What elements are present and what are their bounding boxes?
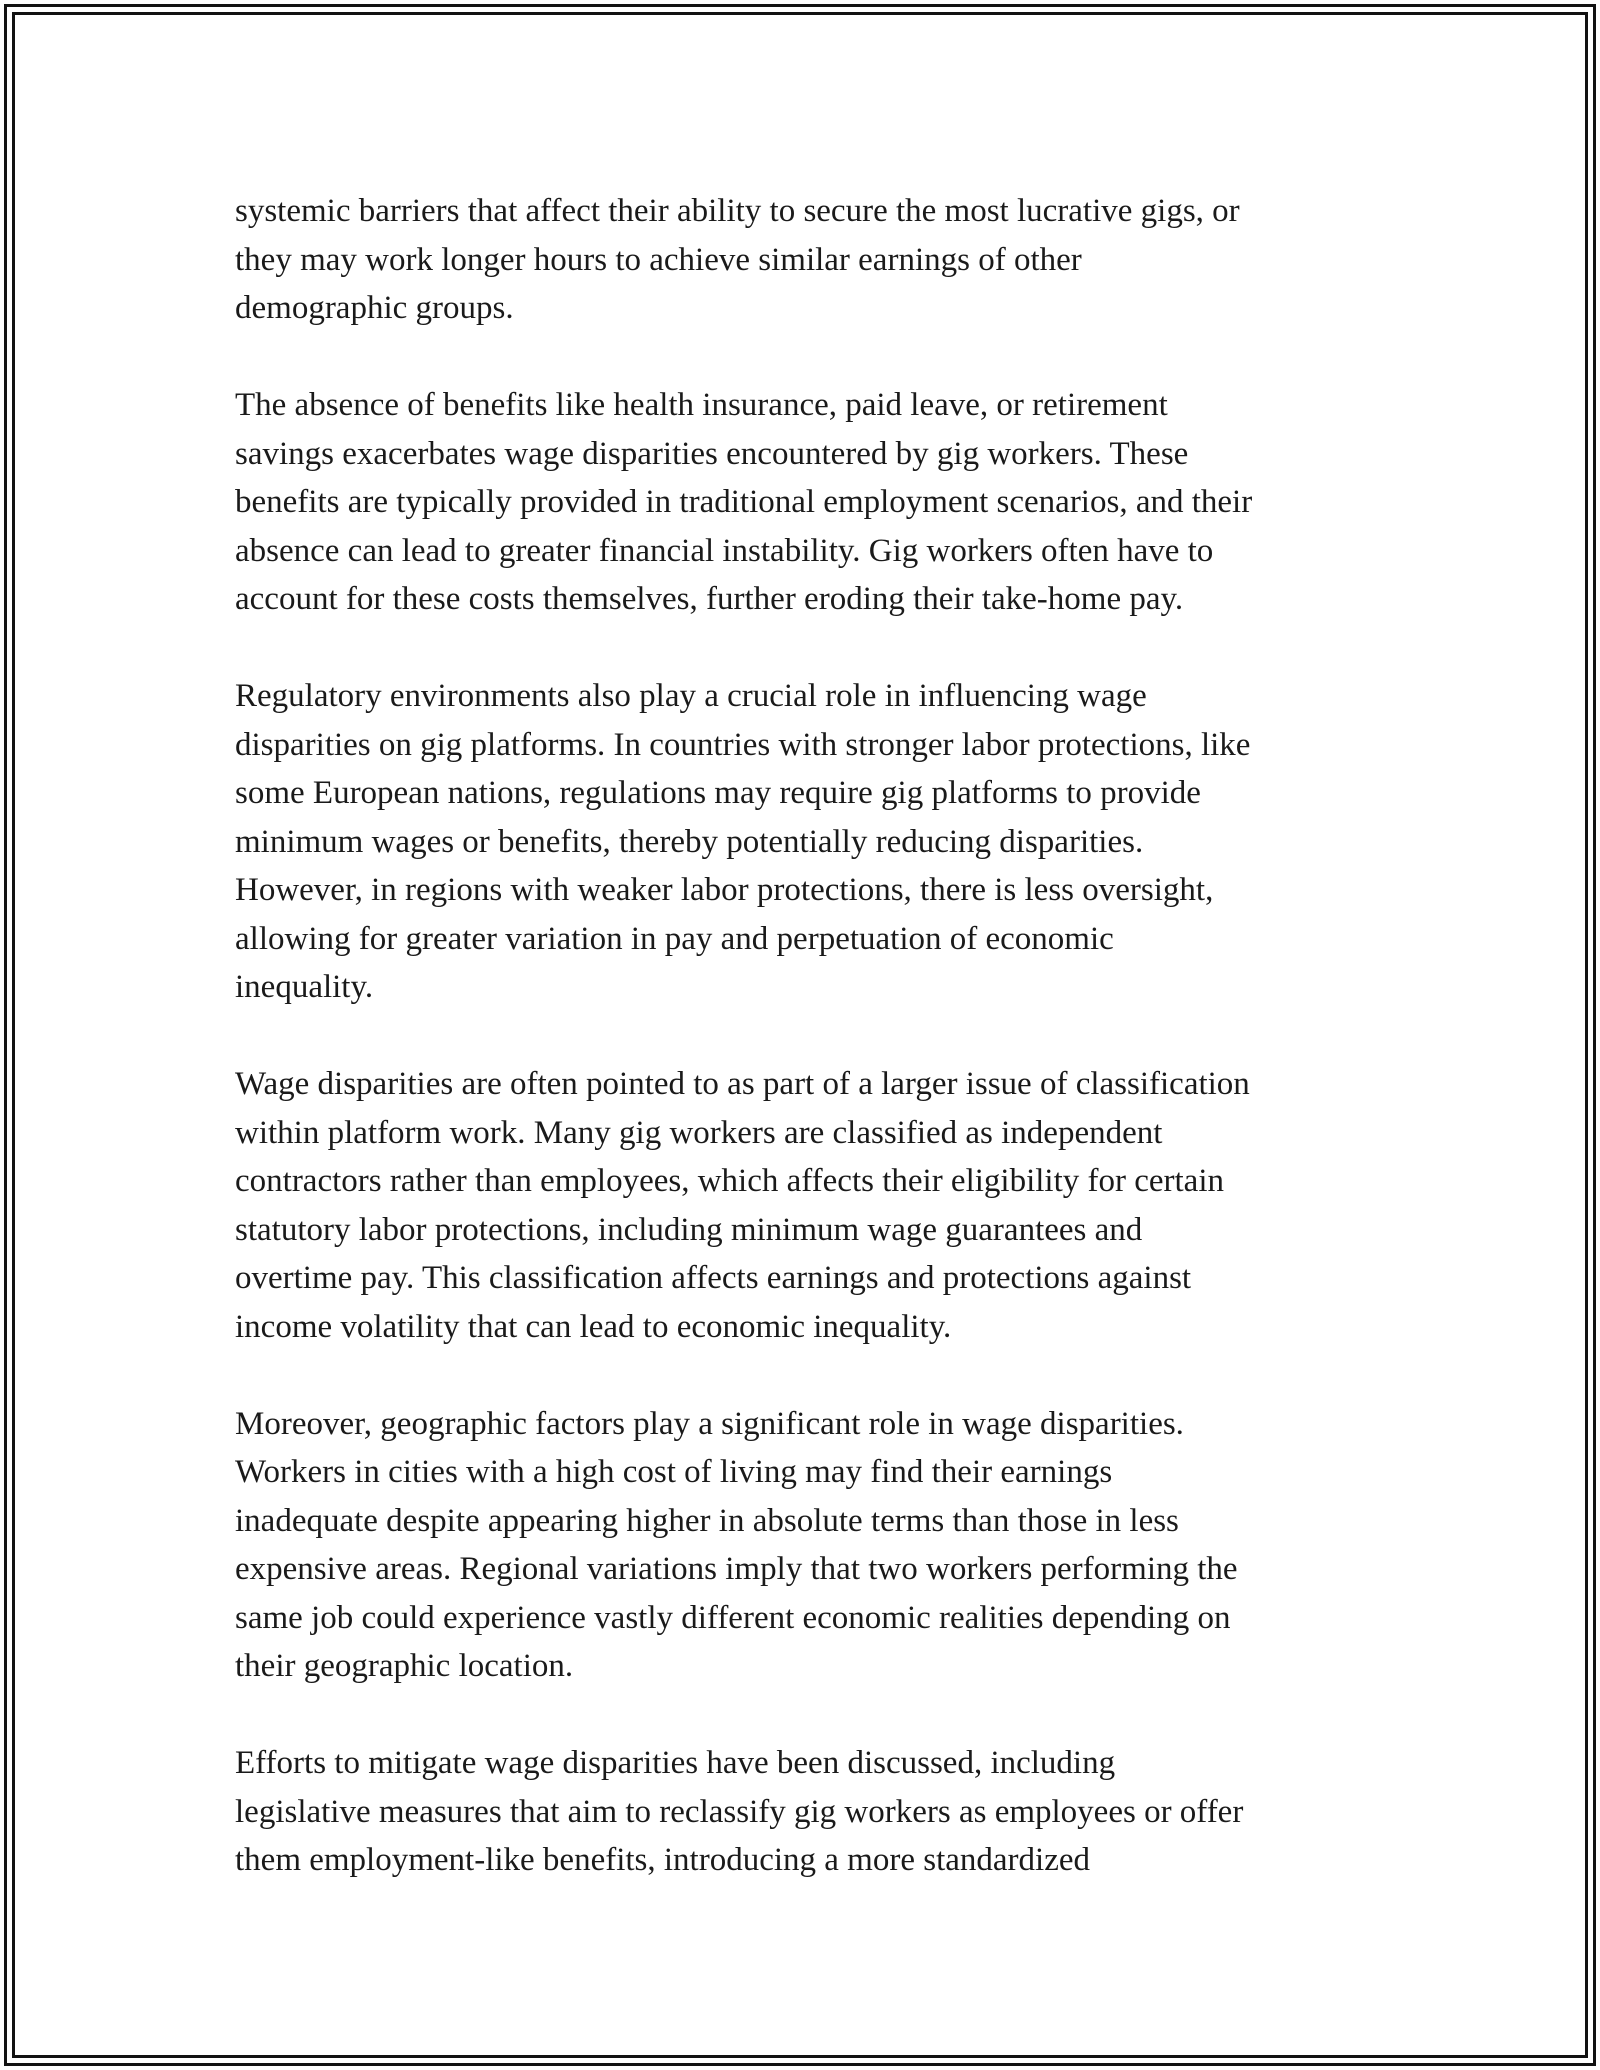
text-line: absence can lead to greater financial instability. Gig workers often have to (235, 532, 1214, 569)
text-line: benefits are typically provided in traditional employment scenarios, and their (235, 484, 1253, 520)
text-line: overtime pay. This classification affects earnings and protections against (235, 1260, 1192, 1296)
text-line: statutory labor protections, including minimum wage guarantees and (235, 1211, 1143, 1248)
text-line: Efforts to mitigate wage disparities have been discussed, including (235, 1745, 1116, 1781)
paragraph-mitigation-efforts (235, 1739, 1385, 1885)
text-line: systemic barriers that affect their ability to secure the most lucrative gigs, or (235, 193, 1240, 229)
text-line: Workers in cities with a high cost of living may find their earnings (235, 1454, 1113, 1490)
text-line: contractors rather than employees, which affects their eligibility for certain (235, 1163, 1225, 1199)
text-line: account for these costs themselves, further eroding their take-home pay. (235, 581, 1184, 617)
text-line: allowing for greater variation in pay and perpetuation of economic (235, 920, 1114, 957)
paragraph-systemic-barriers (235, 187, 1385, 333)
text-line: expensive areas. Regional variations imply that two workers performing the (235, 1551, 1238, 1587)
text-line: same job could experience vastly different economic realities depending on (235, 1599, 1231, 1636)
text-line: within platform work. Many gig workers are classified as independent (235, 1114, 1163, 1151)
document-body (235, 187, 1385, 1933)
text-line: savings exacerbates wage disparities encountered by gig workers. These (235, 435, 1189, 472)
paragraph-geographic-factors (235, 1400, 1385, 1691)
text-line: Wage disparities are often pointed to as part of a larger issue of classification (235, 1066, 1250, 1102)
text-line: their geographic location. (235, 1648, 574, 1684)
paragraph-classification (235, 1060, 1385, 1351)
text-line: demographic groups. (235, 290, 514, 326)
paragraph-regulatory-environments (235, 672, 1385, 1012)
paragraph-absence-of-benefits (235, 381, 1385, 624)
text-line: The absence of benefits like health insurance, paid leave, or retirement (235, 387, 1168, 423)
text-line: Moreover, geographic factors play a significant role in wage disparities. (235, 1405, 1184, 1442)
text-line: disparities on gig platforms. In countries with stronger labor protections, like (235, 726, 1251, 763)
text-line: inequality. (235, 969, 374, 1005)
text-line: Regulatory environments also play a crucial role in influencing wage (235, 678, 1147, 714)
text-line: minimum wages or benefits, thereby potentially reducing disparities. (235, 823, 1144, 860)
text-line: However, in regions with weaker labor protections, there is less oversight, (235, 872, 1214, 908)
text-line: some European nations, regulations may require gig platforms to provide (235, 775, 1201, 811)
text-line: income volatility that can lead to economic inequality. (235, 1308, 952, 1345)
text-line: inadequate despite appearing higher in absolute terms than those in less (235, 1502, 1179, 1539)
text-line: they may work longer hours to achieve similar earnings of other (235, 241, 1082, 278)
text-line: legislative measures that aim to reclassify gig workers as employees or offer (235, 1793, 1244, 1830)
text-line: them employment-like benefits, introducing a more standardized (235, 1842, 1090, 1878)
